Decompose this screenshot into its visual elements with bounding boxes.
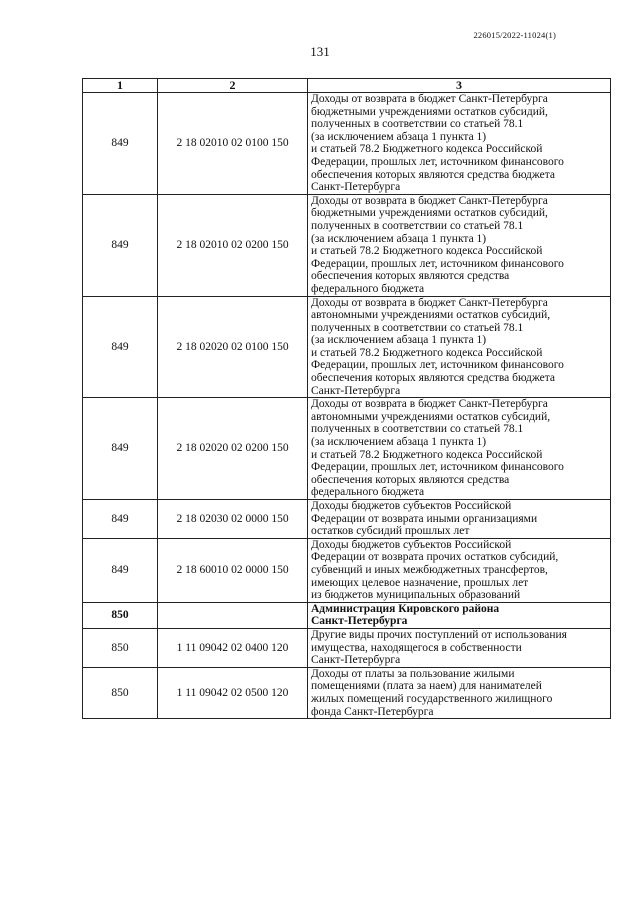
description-line: полученных в соответствии со статьей 78.1 <box>311 219 524 232</box>
description-line: бюджетными учреждениями остатков субсидий, <box>311 207 548 220</box>
table-row <box>83 628 611 667</box>
description-line: Санкт-Петербурга <box>311 384 401 397</box>
column-header-1: 1 <box>83 79 158 93</box>
admin-code-cell: 849 <box>83 296 158 398</box>
page-number: 131 <box>310 44 330 59</box>
description-line: (за исключением абзаца 1 пункта 1) <box>311 232 487 245</box>
description-line: обеспечения которых являются средства бюджета <box>311 372 555 385</box>
description-line: обеспечения которых являются средства <box>311 473 510 486</box>
description-line: полученных в соответствии со статьей 78.1 <box>311 118 524 131</box>
description-cell <box>308 538 611 602</box>
table-row <box>83 398 611 500</box>
description-line: полученных в соответствии со статьей 78.1 <box>311 423 524 436</box>
description-line: фонда Санкт-Петербурга <box>311 705 434 718</box>
description-line: автономными учреждениями остатков субсидий, <box>311 309 551 322</box>
description-line: Доходы бюджетов субъектов Российской <box>311 500 512 512</box>
revenue-code-cell <box>158 602 308 628</box>
admin-code-cell: 850 <box>83 667 158 718</box>
description-line: полученных в соответствии со статьей 78.1 <box>311 321 524 334</box>
revenue-code-cell: 2 18 02010 02 0100 150 <box>158 93 308 195</box>
description-line: Доходы от возврата в бюджет Санкт-Петербурга <box>311 398 548 411</box>
description-line: Администрация Кировского района <box>311 602 500 615</box>
description-line: Федерации, прошлых лет, источником финансового <box>311 461 564 474</box>
description-cell <box>308 628 611 667</box>
description-line: обеспечения которых являются средства бюджета <box>311 168 555 181</box>
revenue-code-cell: 2 18 02020 02 0100 150 <box>158 296 308 398</box>
revenue-code-cell: 2 18 02030 02 0000 150 <box>158 500 308 539</box>
description-cell <box>308 194 611 296</box>
admin-code-cell: 850 <box>83 602 158 628</box>
description-line: Доходы бюджетов субъектов Российской <box>311 538 512 551</box>
description-line: (за исключением абзаца 1 пункта 1) <box>311 334 487 347</box>
description-line: и статьей 78.2 Бюджетного кодекса Российской <box>311 143 543 156</box>
description-line: федерального бюджета <box>311 486 425 499</box>
description-line: субвенций и иных межбюджетных трансфертов, <box>311 563 548 576</box>
description-line: Санкт-Петербурга <box>311 654 401 667</box>
table-row <box>83 602 611 628</box>
table-body <box>83 93 611 719</box>
description-cell <box>308 500 611 539</box>
description-line: Доходы от возврата в бюджет Санкт-Петербурга <box>311 93 548 105</box>
description-line: обеспечения которых являются средства <box>311 270 510 283</box>
document-registration-number: 226015/2022-11024(1) <box>473 30 556 40</box>
description-line: автономными учреждениями остатков субсидий, <box>311 410 551 423</box>
description-line: Доходы от платы за пользование жилыми <box>311 667 515 680</box>
description-line: Санкт-Петербурга <box>311 615 408 628</box>
admin-code-cell: 849 <box>83 93 158 195</box>
description-line: имеющих целевое назначение, прошлых лет <box>311 576 529 589</box>
description-line: имущества, находящегося в собственности <box>311 641 522 654</box>
description-line: Федерации от возврата прочих остатков субсидий, <box>311 551 559 564</box>
admin-code-cell: 849 <box>83 500 158 539</box>
description-line: и статьей 78.2 Бюджетного кодекса Российской <box>311 245 543 258</box>
description-line: из бюджетов муниципальных образований <box>311 589 521 602</box>
description-line: Санкт-Петербурга <box>311 181 401 194</box>
description-line: Федерации, прошлых лет, источником финансового <box>311 257 564 270</box>
table-row <box>83 667 611 718</box>
description-line: Доходы от возврата в бюджет Санкт-Петербурга <box>311 296 548 309</box>
column-header-2: 2 <box>158 79 308 93</box>
revenue-code-cell: 2 18 60010 02 0000 150 <box>158 538 308 602</box>
description-cell <box>308 398 611 500</box>
description-line: Федерации, прошлых лет, источником финансового <box>311 359 564 372</box>
description-cell <box>308 93 611 195</box>
description-line: бюджетными учреждениями остатков субсидий, <box>311 105 548 118</box>
description-line: Федерации, прошлых лет, источником финансового <box>311 155 564 168</box>
description-line: федерального бюджета <box>311 282 425 295</box>
revenue-code-cell: 1 11 09042 02 0500 120 <box>158 667 308 718</box>
admin-code-cell: 849 <box>83 398 158 500</box>
description-line: (за исключением абзаца 1 пункта 1) <box>311 436 487 449</box>
revenue-code-cell: 2 18 02010 02 0200 150 <box>158 194 308 296</box>
description-cell <box>308 296 611 398</box>
table-row <box>83 194 611 296</box>
description-line: и статьей 78.2 Бюджетного кодекса Российской <box>311 346 543 359</box>
admin-code-cell: 849 <box>83 538 158 602</box>
description-line: и статьей 78.2 Бюджетного кодекса Российской <box>311 448 543 461</box>
revenue-code-cell: 1 11 09042 02 0400 120 <box>158 628 308 667</box>
description-line: Доходы от возврата в бюджет Санкт-Петербурга <box>311 194 548 207</box>
description-line: остатков субсидий прошлых лет <box>311 525 470 538</box>
admin-code-cell: 850 <box>83 628 158 667</box>
admin-code-cell: 849 <box>83 194 158 296</box>
table-row <box>83 500 611 539</box>
table-row <box>83 538 611 602</box>
description-line: (за исключением абзаца 1 пункта 1) <box>311 130 487 143</box>
description-cell <box>308 602 611 628</box>
budget-codes-table <box>82 78 611 719</box>
description-line: помещениями (плата за наем) для нанимателей <box>311 680 542 693</box>
table-row <box>83 93 611 195</box>
column-header-3: 3 <box>308 79 611 93</box>
description-line: жилых помещений государственного жилищного <box>311 692 553 705</box>
table-row <box>83 296 611 398</box>
description-cell <box>308 667 611 718</box>
column-number-row <box>83 79 611 93</box>
description-line: Другие виды прочих поступлений от использования <box>311 628 567 641</box>
revenue-code-cell: 2 18 02020 02 0200 150 <box>158 398 308 500</box>
description-line: Федерации от возврата иными организациями <box>311 512 538 525</box>
